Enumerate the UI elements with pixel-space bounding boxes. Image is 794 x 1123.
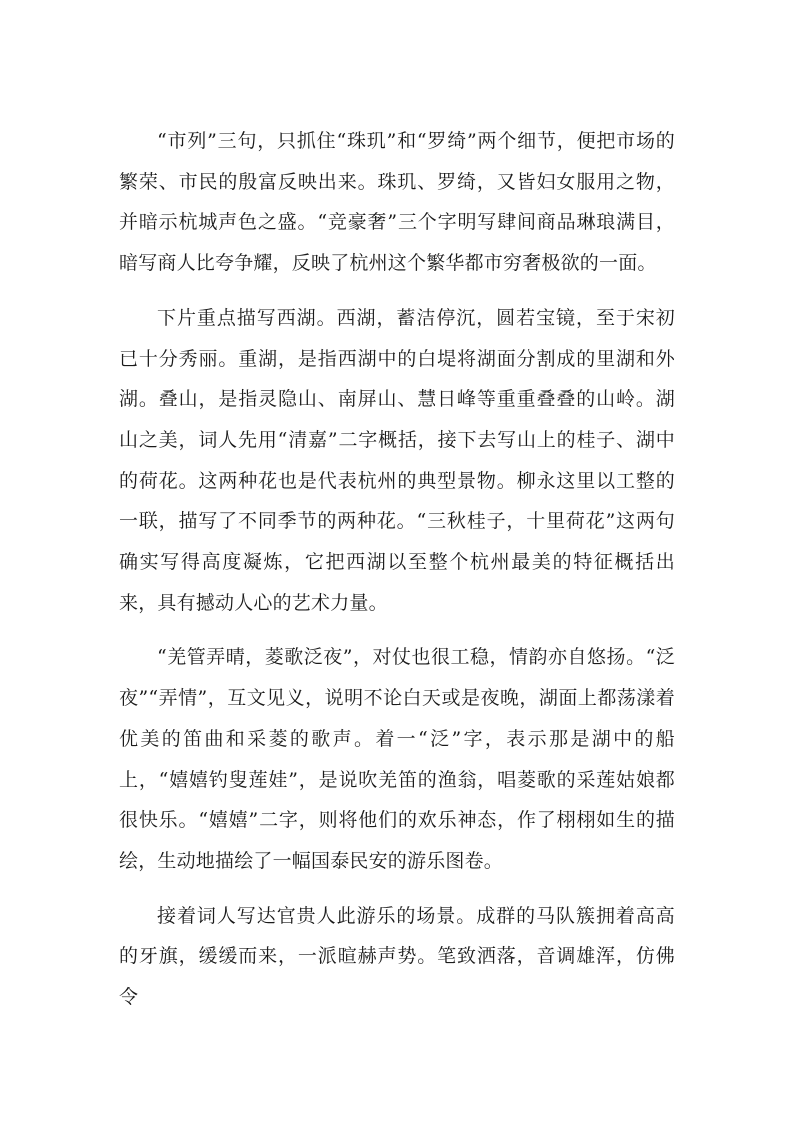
paragraph-2: 下片重点描写西湖。西湖，蓄洁停沉，圆若宝镜，至于宋初已十分秀丽。重湖，是指西湖中的白堤将湖面分割成的里湖和外湖。叠山，是指灵隐山、南屏山、慧日峰等重重叠叠的山岭。湖山之美，词人先用“清嘉”二字概括，接下去写山上的桂子、湖中的荷花。这两种花也是代表杭州的典型景物。柳永这里以工整的一联，描写了不同季节的两种花。“三秋桂子，十里荷花”这两句确实写得高度凝炼，它把西湖以至整个杭州最美的特征概括出来，具有撼动人心的艺术力量。 <box>119 306 675 614</box>
paragraph-3: “羌管弄晴，菱歌泛夜”，对仗也很工稳，情韵亦自悠扬。“泛夜”“弄情”，互文见义，说明不论白天或是夜晚，湖面上都荡漾着优美的笛曲和采菱的歌声。着一“泛”字，表示那是湖中的船上，“嬉嬉钓叟莲娃”，是说吹羌笛的渔翁，唱菱歌的采莲姑娘都很快乐。“嬉嬉”二字，则将他们的欢乐神态，作了栩栩如生的描绘，生动地描绘了一幅国泰民安的游乐图卷。 <box>119 646 675 872</box>
document-body <box>119 121 675 1032</box>
paragraph-1: “市列”三句，只抓住“珠玑”和“罗绮”两个细节，便把市场的繁荣、市民的殷富反映出来。珠玑、罗绮，又皆妇女服用之物，并暗示杭城声色之盛。“竞豪奢”三个字明写肆间商品琳琅满目，暗写商人比夸争耀，反映了杭州这个繁华都市穷奢极欲的一面。 <box>119 130 675 275</box>
paragraph-4: 接着词人写达官贵人此游乐的场景。成群的马队簇拥着高高的牙旗，缓缓而来，一派暄赫声势。笔致洒落，音调雄浑，仿佛令 <box>119 904 675 1009</box>
